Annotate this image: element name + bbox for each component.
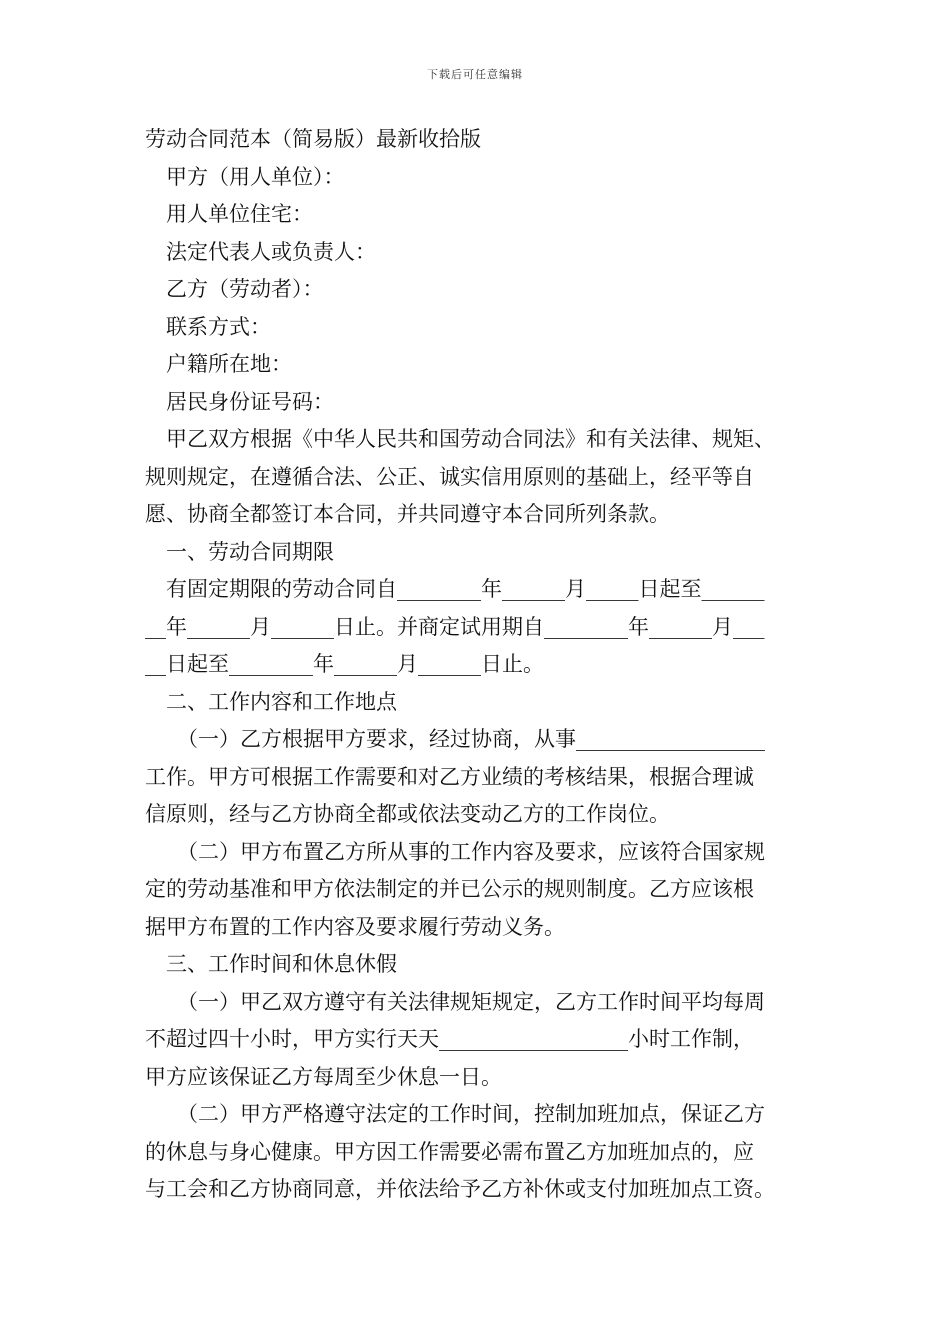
paragraph-line: 信原则，经与乙方协商全都或依法变动乙方的工作岗位。 (145, 802, 670, 826)
paragraph-line: （一）甲乙双方遵守有关法律规矩规定，乙方工作时间平均每周 (177, 989, 765, 1014)
paragraph-line: 据甲方布置的工作内容及要求履行劳动义务。 (145, 914, 565, 939)
page-header: 下载后可任意编辑 (427, 68, 523, 81)
section-heading-3: 三、工作时间和休息休假 (166, 952, 397, 976)
section-heading-2: 二、工作内容和工作地点 (166, 689, 397, 714)
paragraph-line: 与工会和乙方协商同意，并依法给予乙方补休或支付加班加点工资。 (145, 1177, 775, 1201)
field-legal-representative: 法定代表人或负责人： (166, 239, 376, 264)
paragraph-line: （二）甲方布置乙方所从事的工作内容及要求，应该符合国家规 (177, 839, 765, 864)
paragraph-line: 定的劳动基准和甲方依法制定的并已公示的规则制度。乙方应该根 (145, 877, 754, 901)
field-contact: 联系方式： (166, 314, 271, 339)
field-id-number: 居民身份证号码： (166, 389, 334, 414)
field-employer-address: 用人单位住宅： (166, 202, 313, 226)
field-household-registration: 户籍所在地： (166, 352, 292, 376)
paragraph-line: __日起至________年______月______日止。 (145, 652, 544, 676)
paragraph-line: （二）甲方严格遵守法定的工作时间，控制加班加点，保证乙方 (177, 1102, 765, 1126)
paragraph-line: （一）乙方根据甲方要求，经过协商，从事__________________ (177, 727, 765, 751)
field-party-b: 乙方（劳动者）： (166, 277, 324, 301)
paragraph-line: 的休息与身心健康。甲方因工作需要必需布置乙方加班加点的，应 (145, 1139, 754, 1164)
paragraph-line: 愿、协商全都签订本合同，并共同遵守本合同所列条款。 (145, 502, 670, 526)
paragraph-line: 甲方应该保证乙方每周至少休息一日。 (145, 1064, 502, 1089)
paragraph-line: __年______月______日止。并商定试用期自________年______月___ (145, 614, 765, 639)
document-title: 劳动合同范本（简易版）最新收拾版 (145, 127, 481, 151)
paragraph-line: 工作。甲方可根据工作需要和对乙方业绩的考核结果，根据合理诚 (145, 764, 754, 789)
section-heading-1: 一、劳动合同期限 (166, 539, 334, 564)
paragraph-line: 有固定期限的劳动合同自________年______月_____日起至______ (166, 577, 765, 601)
field-party-a: 甲方（用人单位）： (166, 164, 345, 189)
paragraph-line: 不超过四十小时，甲方实行天天__________________小时工作制， (145, 1027, 754, 1051)
paragraph-line: 甲乙双方根据《中华人民共和国劳动合同法》和有关法律、规矩、 (166, 427, 775, 451)
paragraph-line: 规则规定，在遵循合法、公正、诚实信用原则的基础上，经平等自 (145, 464, 754, 489)
document-body (145, 121, 810, 1209)
